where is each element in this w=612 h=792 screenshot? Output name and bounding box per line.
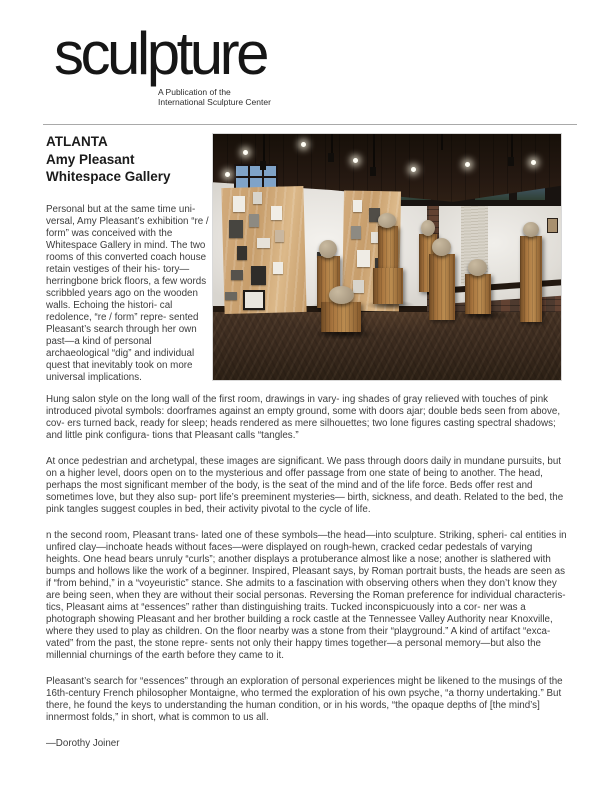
pinned-drawing (243, 290, 265, 310)
track-light (353, 158, 358, 163)
small-framed-picture (547, 218, 558, 233)
pinned-drawing (229, 220, 243, 238)
light-pendant (331, 134, 333, 154)
body-paragraph: n the second room, Pleasant trans- lated one of these symbols—the head—into sculpture. Striking, spheri- cal entities in unfired clay—inchoate heads without faces—were displayed on rough-hewn, cracked cedar pedestals of varying heights. One head bears unruly “curls”; another displays a protuberance almost like a nose; another is slathered with bumps and hollows like the work of a beginner. Inspired, Pleasant says, by Roman portrait busts, the heads are seen as if “from behind,” in a “voyeuristic” stance. She admits to a fascination with observing others when they don’t know they are being seen, when they are without their social personas. Reversing the Roman preference for individual characteris- tics, Pleasant aims at “essences” rather than distinguishing traits. Tucked inconspicuously into a cor- ner was a photograph showing Pleasant and her brother building a rock castle at the Tennessee Valley Authority near Knoxville, where they used to play as children. On the floor nearby was a stone from their “playground.” A kind of artifact “exca- vated” from the past, the stone repre- sents not only their happy times together—a personal memory—but also the millennial churnings of the earth before they came to it. (46, 530, 567, 661)
track-light (531, 160, 536, 165)
pinned-drawing (251, 266, 266, 285)
pinned-drawing (275, 230, 284, 242)
pinned-drawing (233, 196, 245, 212)
clay-head (329, 286, 354, 304)
clay-head (432, 238, 451, 256)
track-light (411, 167, 416, 172)
heading-venue: Whitespace Gallery (46, 169, 171, 184)
pinned-drawing (353, 200, 362, 212)
intro-paragraph: Personal but at the same time uni- versal, Amy Pleasant’s exhibition “re / form” was conceived with the Whitespace Gallery in mind. The two rooms of this converted coach house retain vestiges of their his- tory—herringbone brick floors, a few words scribbled years ago on the wooden walls. Echoing the histori- cal redolence, “re / form” repre- sented Pleasant’s search through her own past—a kind of personal archaeological “dig” and individual quest that inevitably took on more universal implications. (46, 204, 209, 383)
sculpture-logo: sculpture (54, 20, 266, 87)
light-pendant (441, 134, 443, 150)
light-pendant (263, 134, 265, 162)
track-light (243, 150, 248, 155)
light-pendant (511, 134, 513, 158)
heading-city: ATLANTA (46, 134, 108, 149)
pinned-drawing (249, 214, 259, 227)
heading-artist: Amy Pleasant (46, 151, 135, 167)
pinned-drawing (225, 292, 237, 300)
track-light (301, 142, 306, 147)
pedestal-base (373, 268, 403, 304)
track-light (465, 162, 470, 167)
light-fixture (260, 161, 266, 170)
light-fixture (508, 157, 514, 166)
masthead-tagline (158, 87, 271, 107)
pedestal (465, 274, 491, 314)
clay-head (421, 220, 435, 236)
pedestal-cube (321, 302, 361, 332)
article-heading (46, 133, 216, 186)
clay-head (468, 259, 487, 276)
pinned-drawing (237, 246, 247, 260)
pinned-drawing (353, 280, 364, 293)
pinned-drawing (273, 262, 283, 274)
body-paragraph: At once pedestrian and archetypal, these images are significant. We pass through doors daily in mundane pursuits, but on a higher level, doors open on to the mysterious and offer passage from one state of being to another. The head, perhaps the most significant member of the body, is the seat of the mind and of the life force. Beds offer rest and sometimes love, but they also sup- port life’s preeminent mysteries— birth, sickness, and death. Related to the bed, the pink tangles suggest couples in bed, their activity pivotal to the cycle of life. (46, 456, 564, 515)
pinned-drawing (257, 238, 270, 248)
tagline-line-2: International Sculpture Center (158, 97, 271, 107)
pinned-drawing (253, 192, 262, 204)
light-fixture (328, 153, 334, 162)
clay-head (319, 240, 337, 258)
author-byline: —Dorothy Joiner (46, 738, 120, 749)
light-pendant (373, 134, 375, 168)
pinned-drawing (351, 226, 361, 239)
track-light (225, 172, 230, 177)
light-fixture (370, 167, 376, 176)
installation-photo (212, 133, 562, 381)
pedestal (378, 226, 398, 272)
pinned-drawing (231, 270, 243, 280)
body-paragraph: Hung salon style on the long wall of the first room, drawings in vary- ing shades of gray relieved with touches of pink introduced pivotal symbols: doorframes against an empty ground, some with doors ajar; double beds seen from above, cov- ers turned back, ready for sleep; heads rendered as mere silhouettes; two lone figures casting spectral shadows; and little pink configura- tions that Pleasant calls “tangles.” (46, 394, 561, 441)
masthead-divider (43, 124, 577, 125)
body-paragraph: Pleasant’s search for “essences” through an exploration of personal experiences might be likened to the musings of the 16th-century French philosopher Montaigne, who termed the exploration of his own psyche, “a thorny undertaking.” But there, he found the keys to understanding the human condition, or in his words, “the opaque depths of [the mind’s] innermost folds,” in short, what is common to us all. (46, 676, 563, 723)
pinned-drawing (271, 206, 282, 220)
pinned-drawing (357, 250, 370, 267)
clay-head (523, 222, 539, 237)
article-body (46, 394, 568, 764)
clay-head (378, 213, 396, 228)
pedestal (520, 236, 542, 322)
tagline-line-1: A Publication of the (158, 87, 231, 97)
pedestal (429, 254, 455, 320)
